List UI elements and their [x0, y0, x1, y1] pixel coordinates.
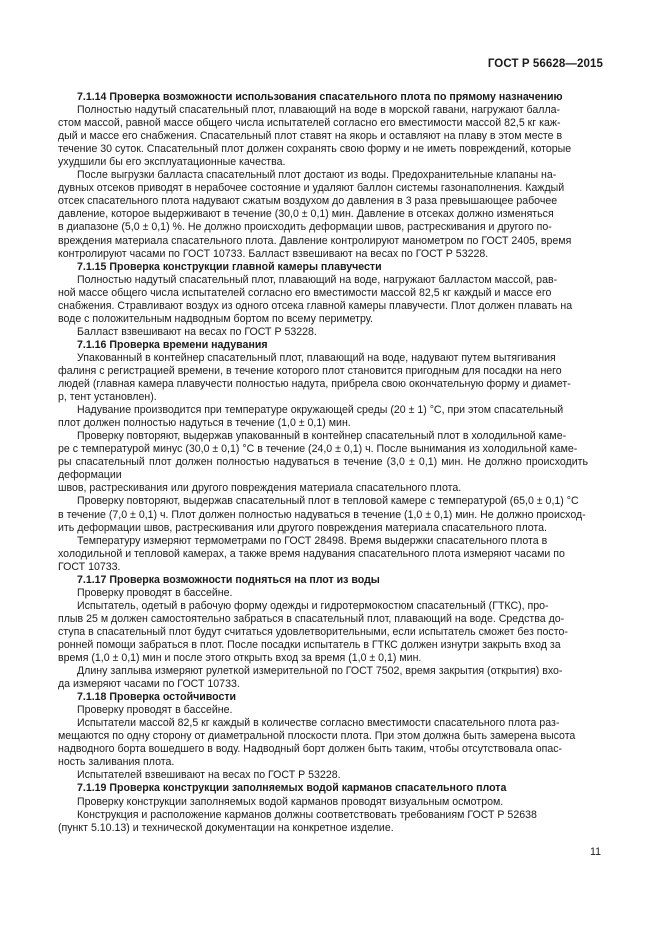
section-heading: 7.1.15 Проверка конструкции главной камеры плавучести — [77, 260, 382, 273]
section-heading: 7.1.16 Проверка времени надувания — [77, 338, 268, 351]
paragraph: Полностью надутый спасательный плот, плавающий на воде в морской гавани, нагружают балла- стом массой, равной массе общего числа испытателей согласно его вместимости массой 82,5 кг каж- дый и массе его снабжения. Спасательный плот ставят на якорь и оставляют на плаву в этом месте в течение 30 суток. Спасательный плот должен сохранять свою форму и не иметь повреждений, которые ухудшили бы его эксплуатационные качества. — [58, 104, 572, 169]
paragraph: Балласт взвешивают на весах по ГОСТ Р 53228. — [77, 325, 317, 338]
paragraph: После выгрузки балласта спасательный плот достают из воды. Предохранительные клапаны на- дувных отсеков приводят в нерабочее состояние и удаляют баллон системы газонаполнения. Каждый отсек спасательного плота надувают сжатым воздухом до давления в 3 раза превышающее рабочее давление, которое выдерживают в течение (30,0 ± 0,1) мин. Давление в отсеках должно изменяться в диапазоне (5,0 ± 0,1) %. Не должно происходить деформации швов, растрескивания и другого по- вреждения материала спасательного плота. Давление контролируют манометром по ГОСТ 2405, время контролируют часами по ГОСТ 10733. Балласт взвешивают на весах по ГОСТ Р 53228. — [58, 169, 572, 260]
section-heading: 7.1.18 Проверка остойчивости — [77, 691, 237, 704]
paragraph: Проверку повторяют, выдержав спасательный плот в тепловой камере с температурой (65,0 ± 0,1) °С в течение (7,0 ± 0,1) ч. Плот должен полностью надуваться в течение (1,0 ± 0,1) мин. Не должно происход- ить деформации швов, растрескивания или другого повреждения материала спасательного плота. — [58, 495, 586, 534]
paragraph: Длину заплыва измеряют рулеткой измерительной по ГОСТ 7502, время закрытия (открытия) вхо- да измеряют часами по ГОСТ 10733. — [58, 665, 563, 691]
paragraph: Проверку проводят в бассейне. — [77, 586, 233, 599]
paragraph: Испытатели массой 82,5 кг каждый в количестве согласно вместимости спасательного плота раз- мещаются по одну сторону от диаметральной плоскости плота. При этом должна быть замерена высота надводного борта вошедшего в воду. Надводный борт должен быть таким, чтобы отсутствовала опас- ность заливания плота. — [58, 717, 576, 769]
paragraph: Проверку конструкции заполняемых водой карманов проводят визуальным осмотром. — [77, 795, 504, 808]
paragraph: Испытатель, одетый в рабочую форму одежды и гидротермокостюм спасательный (ГТКС), про- плыв 25 м должен самостоятельно забраться в спасательный плот, плавающий на воде. Средства до- ступа в спасательный плот будут считаться удовлетворительными, если испытатель сможет без посто- ронней помощи забраться в плот. После посадки испытатель в ГТКС должен изнутри закрыть вход за время (1,0 ± 0,1) мин и после этого открыть вход за время (1,0 ± 0,1) мин. — [58, 599, 568, 665]
section-heading: 7.1.17 Проверка возможности подняться на плот из воды — [77, 573, 380, 586]
paragraph: Конструкция и расположение карманов должны соответствовать требованиям ГОСТ Р 52638 (пункт 5.10.13) и технической документации на конкретное изделие. — [58, 808, 537, 834]
paragraph: Испытателей взвешивают на весах по ГОСТ Р 53228. — [77, 769, 341, 782]
document-body — [58, 91, 588, 835]
paragraph: Проверку повторяют, выдержав упакованный в контейнер спасательный плот в холодильной каме- ре с температурой минус (30,0 ± 0,1) °С в течение (24,0 ± 0,1) ч. После вынимания из холодильной каме- ры спасательный плот должен полностью надуваться в течение (3,0 ± 0,1) мин. Не должно происходить деформации швов, растрескивания или другого повреждения материала спасательного плота. — [58, 430, 588, 495]
paragraph: Надувание производится при температуре окружающей среды (20 ± 1) °С, при этом спасательный плот должен полностью надуться в течение (1,0 ± 0,1) мин. — [58, 404, 564, 430]
section-heading: 7.1.14 Проверка возможности использования спасательного плота по прямому назначению — [77, 91, 563, 103]
document-code: ГОСТ Р 56628—2015 — [487, 58, 603, 70]
paragraph: Полностью надутый спасательный плот, плавающий на воде, нагружают балластом массой, рав- ной массе общего числа испытателей согласно его вместимости массой 82,5 кг каждый и массе его снабжения. Стравливают воздух из одного отсека главной камеры плавучести. Плот должен плавать на воде с положительным надводным бортом по всему периметру. — [58, 273, 573, 325]
paragraph: Проверку проводят в бассейне. — [77, 704, 233, 717]
page-number: 11 — [590, 846, 601, 858]
paragraph: Температуру измеряют термометрами по ГОСТ 28498. Время выдержки спасательного плота в холодильной и тепловой камерах, а также время надувания спасательного плота измеряют часами по ГОСТ 10733. — [58, 534, 565, 573]
paragraph: Упакованный в контейнер спасательный плот, плавающий на воде, надувают путем вытягивания фалиня с регистрацией времени, в течение которого плот становится пригодным для посадки на него людей (главная камера плавучести полностью надута, прибрела свою окончательную форму и диамет- р, тент установлен). — [58, 351, 571, 404]
section-heading: 7.1.19 Проверка конструкции заполняемых водой карманов спасательного плота — [77, 782, 507, 795]
